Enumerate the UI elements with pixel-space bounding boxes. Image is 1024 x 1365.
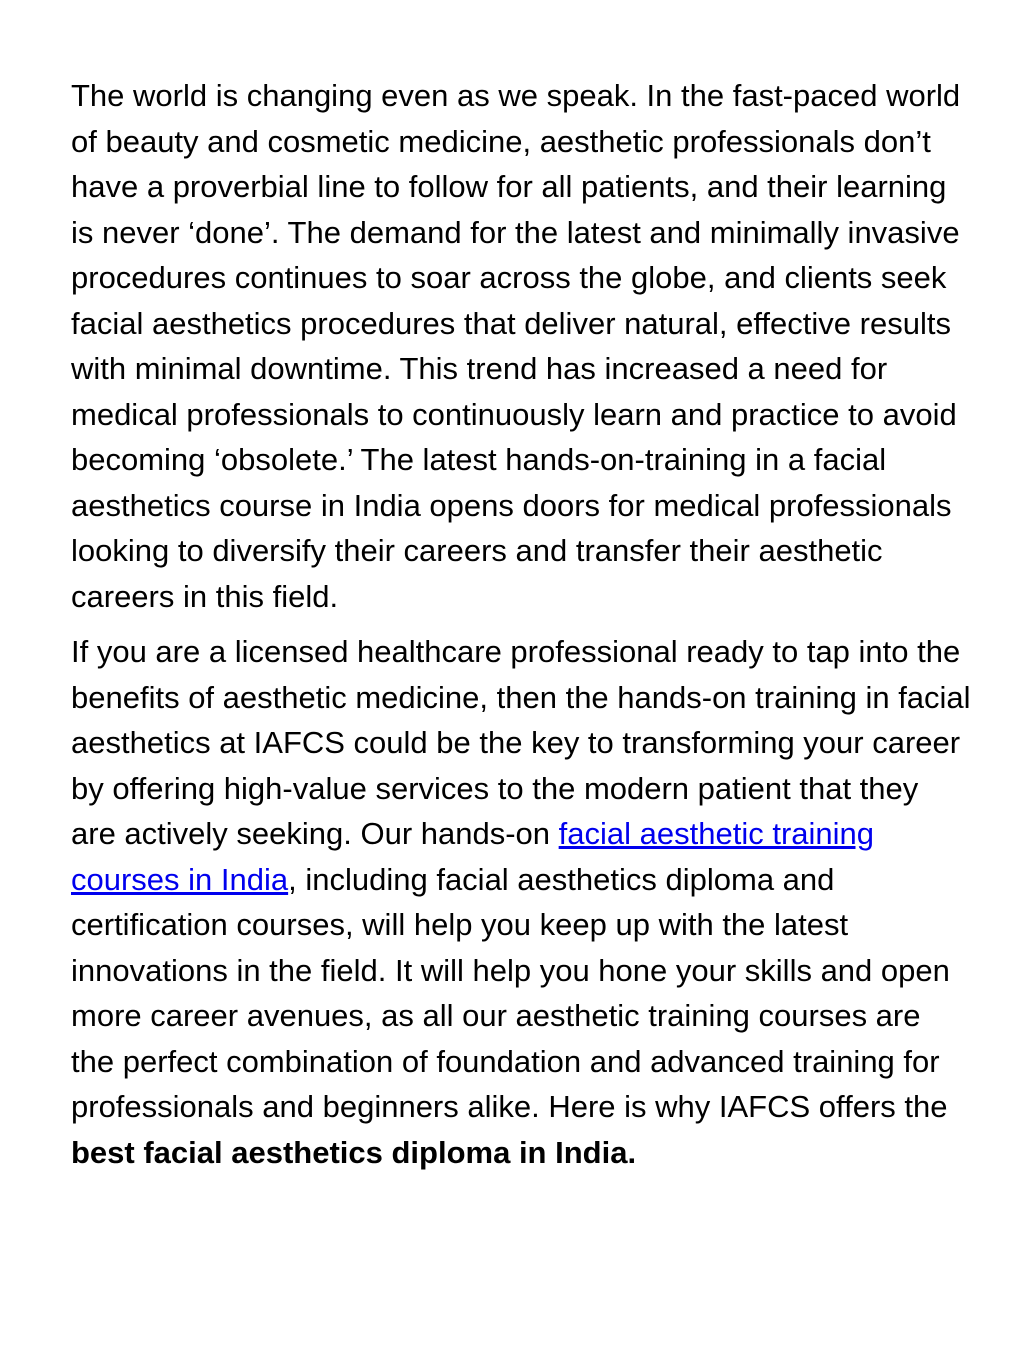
paragraph-text-before-link: If you are a licensed healthcare professional ready to tap into the benefits of aesthetic medicine, then the hands-on training in facial aesthetics at IAFCS could be the key to transforming your career by offering high-value services to the modern patient that they are actively seeking. Our hands-on — [71, 634, 971, 851]
intro-paragraph: The world is changing even as we speak. In the fast-paced world of beauty and cosmetic medicine, aesthetic professionals don’t have a proverbial line to follow for all patients, and their learning is never ‘done’. The demand for the latest and minimally invasive procedures continues to soar across the globe, and clients seek facial aesthetics procedures that deliver natural, effective results with minimal downtime. This trend has increased a need for medical professionals to continuously learn and practice to avoid becoming ‘obsolete.’ The latest hands-on-training in a facial aesthetics course in India opens doors for medical professionals looking to diversify their careers and transfer their aesthetic careers in this field. — [71, 78, 961, 614]
iafcs-paragraph — [71, 629, 971, 1175]
bold-closing-phrase: best facial aesthetics diploma in India. — [71, 1134, 637, 1170]
paragraph-text-after-link: , including facial aesthetics diploma and certification courses, will help you keep up with the latest innovations in the field. It will help you hone your skills and open more career avenues, as all our aesthetic training courses are the perfect combination of foundation and advanced training for professionals and beginners alike. Here is why IAFCS offers the — [71, 861, 950, 1124]
document-page — [71, 73, 971, 1175]
facial-aesthetic-courses-link[interactable]: facial aesthetic training courses in India — [71, 816, 874, 897]
